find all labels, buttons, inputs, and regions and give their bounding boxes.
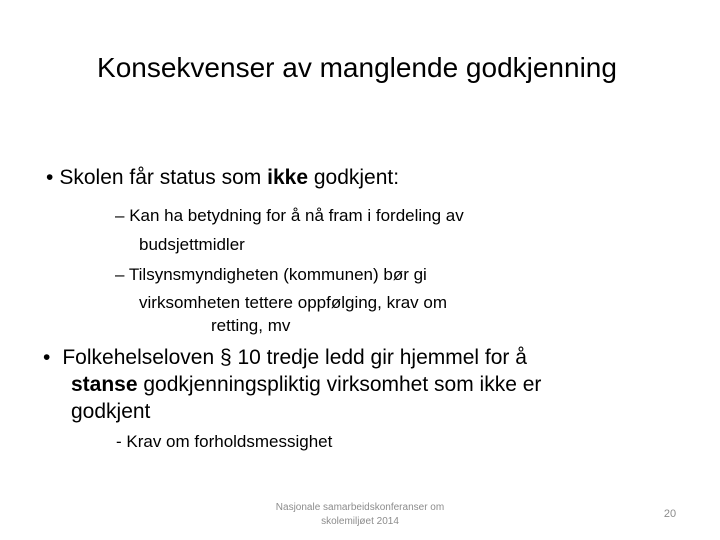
bullet-text-before: Skolen får status som <box>59 166 268 189</box>
sub-bullet-supervision-line2: virksomheten tettere oppfølging, krav om <box>139 293 448 312</box>
footer-line2: skolemiljøet 2014 <box>321 516 399 527</box>
bullet-status <box>46 163 399 193</box>
bullet-public-health-line2 <box>71 371 541 398</box>
footer-line1: Nasjonale samarbeidskonferanser om <box>275 502 445 513</box>
bullet-text: Folkehelseloven § 10 tredje ledd gir hjemmel for å <box>62 346 527 369</box>
sub-bullet-budget-line1 <box>115 204 464 227</box>
dash-marker: – <box>115 206 125 225</box>
sub-bullet-budget-line2: budsjettmidler <box>139 235 245 254</box>
bullet-text: godkjenningspliktig virksomhet som ikke er <box>137 373 542 396</box>
dash-marker: – <box>115 265 125 284</box>
bullet-public-health-line3: godkjent <box>71 400 151 423</box>
sub-bullet-text: Kan ha betydning for å nå fram i fordeling av <box>129 206 464 225</box>
bullet-public-health-line1 <box>43 344 527 371</box>
sub-bullet-supervision-line1 <box>115 263 427 286</box>
bullet-marker: • <box>46 166 54 189</box>
bullet-text-bold: stanse <box>71 373 138 396</box>
sub-bullet-supervision-line3: retting, mv <box>211 316 291 335</box>
bullet-text-bold: ikke <box>267 166 308 189</box>
page-number: 20 <box>663 508 677 520</box>
bullet-text-after: godkjent: <box>308 166 400 189</box>
sub-item-proportionality: - Krav om forholdsmessighet <box>116 432 333 451</box>
sub-bullet-text: Tilsynsmyndigheten (kommunen) bør gi <box>128 265 427 284</box>
slide-footer <box>258 501 462 529</box>
bullet-marker: • <box>43 346 51 369</box>
slide-title: Konsekvenser av manglende godkjenning <box>97 52 617 83</box>
